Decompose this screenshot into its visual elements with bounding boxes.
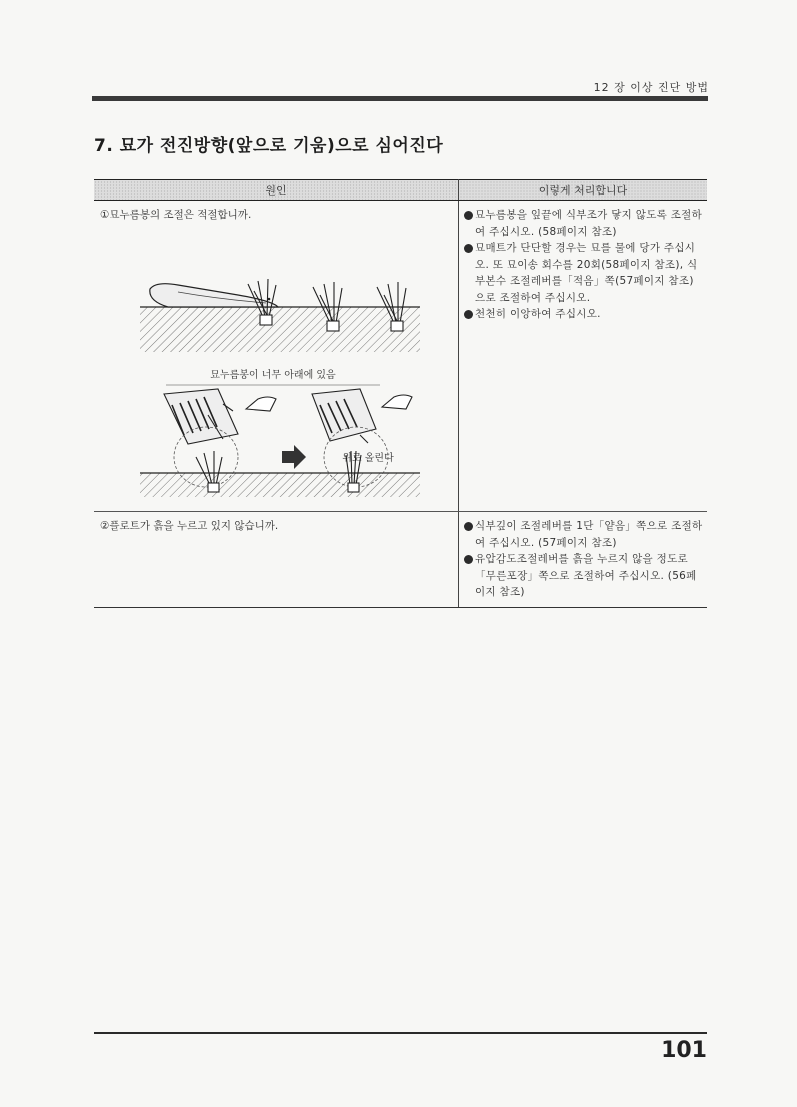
remedy-cell xyxy=(459,512,708,608)
remedy-text: 식부깊이 조절레버를 1단「얕음」쪽으로 조절하여 주십시오. (57페이지 참조) xyxy=(475,520,703,549)
list-item xyxy=(463,306,703,323)
table-row xyxy=(94,512,707,608)
page-number: 101 xyxy=(661,1038,707,1063)
table-header-row xyxy=(94,180,707,201)
bullet-icon xyxy=(464,244,473,253)
remedy-text: 천천히 이앙하여 주십시오. xyxy=(475,308,601,320)
bullet-icon xyxy=(464,555,473,564)
chapter-header: 12 장 이상 진단 방법 xyxy=(593,81,709,94)
cause-column-header: 원인 xyxy=(94,180,459,201)
remedy-cell xyxy=(459,201,708,512)
list-item xyxy=(463,518,703,551)
cause-cell xyxy=(94,512,459,608)
section-title: 7. 묘가 전진방향(앞으로 기움)으로 심어진다 xyxy=(94,136,444,156)
troubleshooting-table xyxy=(94,179,707,608)
adjustment-diagram xyxy=(140,368,420,497)
list-item xyxy=(463,207,703,240)
remedy-list xyxy=(463,518,703,601)
planting-claw-right xyxy=(312,389,412,443)
bullet-icon xyxy=(464,310,473,319)
planting-illustration xyxy=(98,229,448,499)
cause-cell xyxy=(94,201,459,512)
remedy-text: 묘매트가 단단할 경우는 묘를 물에 당가 주십시오. 또 묘이송 회수를 20회(58페이지 참조), 식부본수 조절레버를「적음」쪽(57페이지 참조)으로 조절하여 주십시오. xyxy=(475,242,698,304)
table-row xyxy=(94,201,707,512)
cause-text: ①묘누름봉의 조절은 적절합니까. xyxy=(100,209,252,221)
cause-text: ②플로트가 흙을 누르고 있지 않습니까. xyxy=(100,520,279,532)
remedy-text: 묘누름봉을 잎끝에 식부조가 닿지 않도록 조절하여 주십시오. (58페이지 참조) xyxy=(475,209,703,238)
remedy-text: 유압감도조절레버를 흙을 누르지 않을 정도로「무른포장」쪽으로 조절하여 주십시오. (56페이지 참조) xyxy=(475,553,697,598)
list-item xyxy=(463,240,703,306)
remedy-list xyxy=(463,207,703,323)
too-low-label: 묘누름봉이 너무 아래에 있음 xyxy=(210,370,336,381)
arrow-right-icon xyxy=(282,445,306,469)
bullet-icon xyxy=(464,211,473,220)
header-rule xyxy=(92,96,708,101)
top-soil-diagram xyxy=(140,279,420,352)
raise-label: 위로 올린다 xyxy=(342,453,394,464)
planting-claw-left xyxy=(164,389,276,444)
remedy-column-header: 이렇게 처리합니다 xyxy=(459,180,708,201)
footer-rule xyxy=(94,1032,707,1034)
bullet-icon xyxy=(464,522,473,531)
list-item xyxy=(463,551,703,601)
